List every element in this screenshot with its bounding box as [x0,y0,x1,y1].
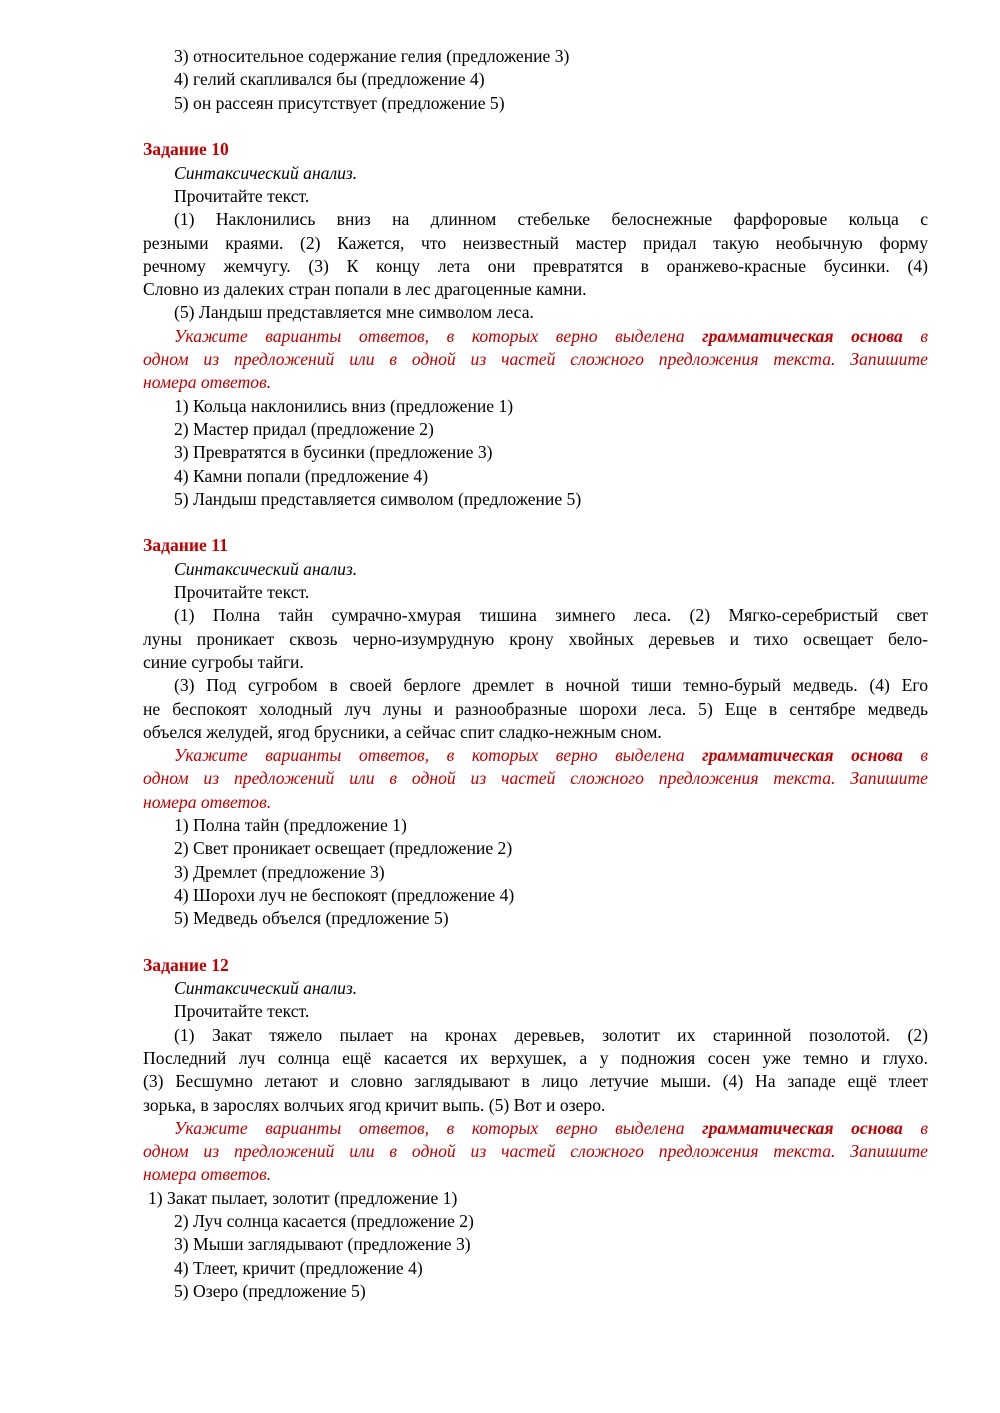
instruction-text: Укажите варианты ответов, в которых верно выделена [174,1117,703,1138]
task-12 [143,954,928,1303]
answer-option: 1) Полна тайн (предложение 1) [174,815,407,835]
answer-option: 5) Медведь объелся (предложение 5) [174,908,449,929]
answer-option: 2) Свет проникает освещает (предложение 2) [174,838,513,859]
answer-option: 5) Озеро (предложение 5) [174,1280,366,1301]
instruction-line: номера ответов. [143,372,272,393]
task-subtitle: Синтаксический анализ. [174,558,358,579]
instruction-text: в [902,325,929,346]
instruction-text: в [902,1117,929,1138]
instruction-bold-term: грамматическая основа [702,1117,903,1138]
previous-task-options [143,45,928,115]
answer-option: 5) Ландыш представляется символом (предложение 5) [174,488,582,509]
instruction-text: Укажите варианты ответов, в которых верно выделена [174,325,703,346]
answer-option: 1) Закат пылает, золотит (предложение 1) [148,1187,458,1208]
answer-option: 4) Шорохи луч не беспокоят (предложение 4) [174,884,515,905]
task-text [143,208,928,324]
task-instruction [143,325,928,395]
instruction-bold-term: грамматическая основа [702,325,903,346]
task-text [143,604,928,744]
instruction-line [143,325,928,348]
answer-options [143,395,928,511]
task-subtitle: Синтаксический анализ. [174,978,358,999]
answer-option: 4) Камни попали (предложение 4) [174,465,429,486]
task-title: Задание 10 [143,139,229,160]
instruction-text: в [902,745,929,766]
text-line: объелся желудей, ягод брусники, а сейчас спит сладко-нежным сном. [143,721,662,742]
list-item: 5) он рассеян присутствует (предложение 5) [174,92,505,113]
text-line: не беспокоят холодный луч луны и разнообразные шорохи леса. 5) Еще в сентябре медведь [143,698,928,719]
text-line: луны проникает сквозь черно-изумрудную крону хвойных деревьев и тихо освещает бело- [143,628,928,649]
text-line: зорька, в зарослях волчьих ягод кричит выпь. (5) Вот и озеро. [143,1094,606,1115]
instruction-line: одном из предложений или в одной из частей сложного предложения текста. Запишите [143,768,928,789]
task-title: Задание 11 [143,535,228,556]
instruction-line: одном из предложений или в одной из частей сложного предложения текста. Запишите [143,349,928,370]
task-subtitle: Синтаксический анализ. [174,162,358,183]
text-line: (3) Под сугробом в своей берлоге дремлет в ночной тиши темно-бурый медведь. (4) Его [174,675,928,696]
text-line: (3) Бесшумно летают и словно заглядывают в лицо летучие мыши. (4) На западе ещё тлеет [143,1071,928,1092]
instruction-line [143,744,928,767]
task-10 [143,138,928,511]
text-line: речному жемчугу. (3) К концу лета они превратятся в оранжево-красные бусинки. (4) [143,255,928,276]
answer-option: 3) Мыши заглядывают (предложение 3) [174,1234,471,1255]
read-prompt: Прочитайте текст. [174,1001,310,1022]
list-item: 4) гелий скапливался бы (предложение 4) [174,69,485,90]
document-page [143,45,928,1303]
text-line: синие сугробы тайги. [143,651,304,672]
answer-options [143,1187,928,1303]
task-instruction [143,1117,928,1187]
read-prompt: Прочитайте текст. [174,582,310,603]
text-line: Последний луч солнца ещё касается их верхушек, а у подножия сосен уже темно и глухо. [143,1047,928,1068]
read-prompt: Прочитайте текст. [174,185,310,206]
task-11 [143,534,928,930]
answer-option: 1) Кольца наклонились вниз (предложение 1) [174,395,514,416]
text-line: (1) Наклонились вниз на длинном стебельке белоснежные фарфоровые кольца с [174,209,928,230]
text-line: (1) Закат тяжело пылает на кронах деревьев, золотит их старинной позолотой. (2) [174,1024,928,1045]
answer-options [143,814,928,930]
instruction-line: номера ответов. [143,1164,272,1185]
answer-option: 2) Луч солнца касается (предложение 2) [174,1211,474,1232]
instruction-line: номера ответов. [143,791,272,812]
instruction-line: одном из предложений или в одной из частей сложного предложения текста. Запишите [143,1141,928,1162]
task-text [143,1024,928,1117]
text-line: резными краями. (2) Кажется, что неизвестный мастер придал такую необычную форму [143,232,928,253]
answer-option: 4) Тлеет, кричит (предложение 4) [174,1257,423,1278]
answer-option: 3) Дремлет (предложение 3) [174,861,385,882]
list-item: 3) относительное содержание гелия (предложение 3) [174,46,570,66]
answer-option: 2) Мастер придал (предложение 2) [174,418,434,439]
text-line: (1) Полна тайн сумрачно-хмурая тишина зимнего леса. (2) Мягко-серебристый свет [174,605,928,626]
instruction-bold-term: грамматическая основа [702,745,903,766]
task-instruction [143,744,928,814]
instruction-line [143,1117,928,1140]
text-line: Словно из далеких стран попали в лес драгоценные камни. [143,279,587,300]
instruction-text: Укажите варианты ответов, в которых верно выделена [174,745,703,766]
task-title: Задание 12 [143,954,229,975]
text-line: (5) Ландыш представляется мне символом леса. [174,302,534,323]
answer-option: 3) Превратятся в бусинки (предложение 3) [174,442,493,463]
